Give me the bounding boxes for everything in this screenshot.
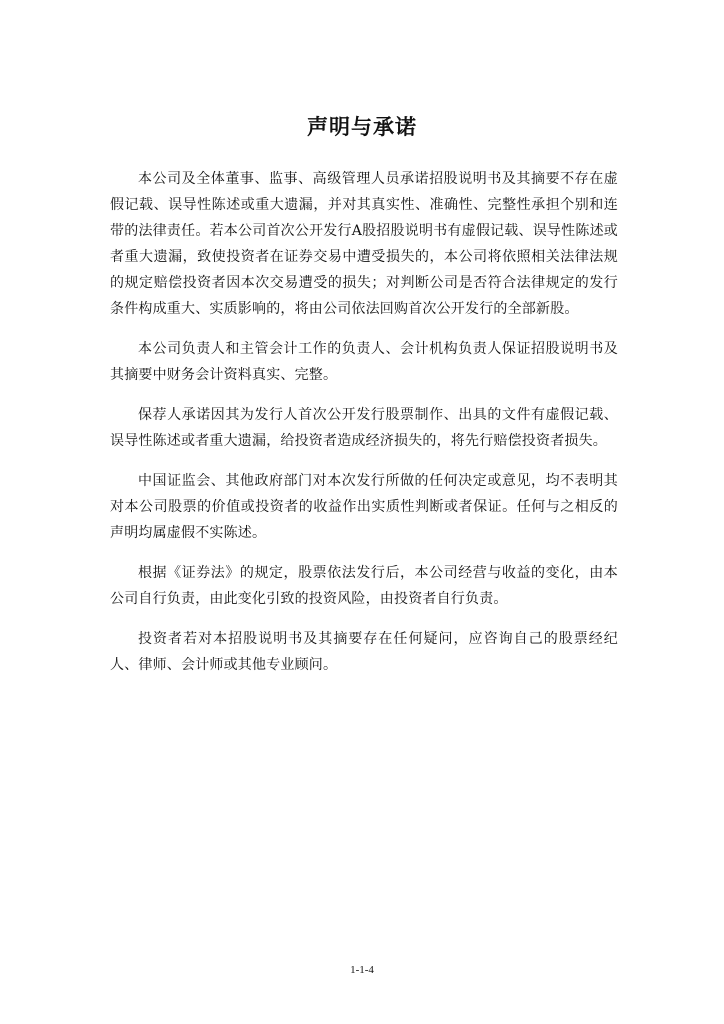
paragraph-consult-advisors: 投资者若对本招股说明书及其摘要存在任何疑问，应咨询自己的股票经纪人、律师、会计师或其他专业顾问。: [110, 631, 618, 673]
paragraph-investment-risk: 根据《证券法》的规定，股票依法发行后，本公司经营与收益的变化，由本公司自行负责，由此变化引致的投资风险，由投资者自行负责。: [110, 565, 618, 607]
paragraph-sponsor-commitment: 保荐人承诺因其为发行人首次公开发行股票制作、出具的文件有虚假记载、误导性陈述或者重大遗漏，给投资者造成经济损失的，将先行赔偿投资者损失。: [110, 407, 618, 449]
paragraph-statement-directors: 本公司及全体董事、监事、高级管理人员承诺招股说明书及其摘要不存在虚假记载、误导性陈述或重大遗漏，并对其真实性、准确性、完整性承担个别和连带的法律责任。若本公司首次公开发行A股招股说明书有虚假记载、误导性陈述或者重大遗漏，致使投资者在证券交易中遭受损失的，本公司将依照相关法律法规的规定赔偿投资者因本次交易遭受的损失；对判断公司是否符合法律规定的发行条件构成重大、实质影响的，将由公司依法回购首次公开发行的全部新股。: [110, 171, 618, 317]
document-body: [110, 166, 618, 692]
paragraph-csrc-disclaimer: 中国证监会、其他政府部门对本次发行所做的任何决定或意见，均不表明其对本公司股票的价值或投资者的收益作出实质性判断或者保证。任何与之相反的声明均属虚假不实陈述。: [110, 473, 618, 541]
paragraph-financial-accuracy: 本公司负责人和主管会计工作的负责人、会计机构负责人保证招股说明书及其摘要中财务会计资料真实、完整。: [110, 341, 618, 383]
page-number: 1-1-4: [350, 964, 374, 976]
page-title: 声明与承诺: [307, 115, 417, 139]
